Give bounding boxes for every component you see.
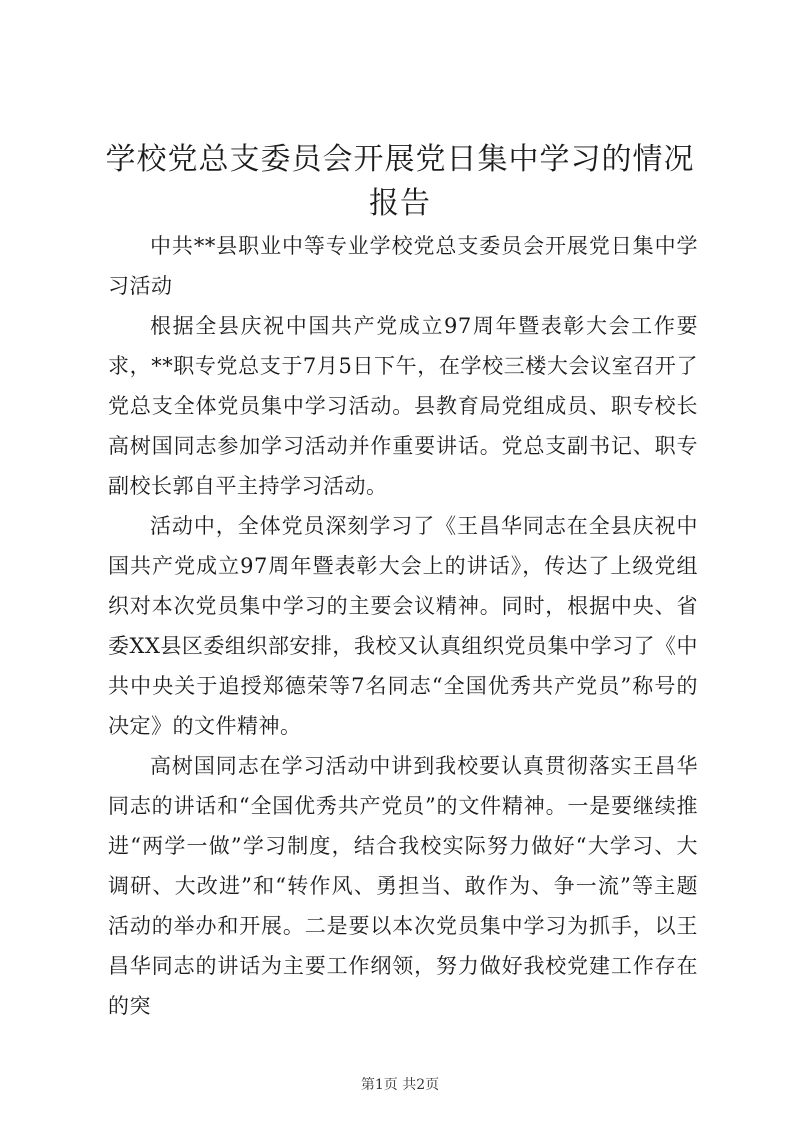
paragraph: 根据全县庆祝中国共产党成立97周年暨表彰大会工作要求，**职专党总支于7月5日下午，在学校三楼大会议室召开了党总支全体党员集中学习活动。县教育局党组成员、职专校长高树国同志参加学习活动并作重要讲话。党总支副书记、职专副校长郭自平主持学习活动。 [108, 314, 698, 498]
paragraph-subtitle: 中共**县职业中等专业学校党总支委员会开展党日集中学习活动 [108, 234, 698, 298]
page-footer: 第1页 共2页 [360, 1077, 440, 1093]
paragraph: 活动中，全体党员深刻学习了《王昌华同志在全县庆祝中国共产党成立97周年暨表彰大会上的讲话》，传达了上级党组织对本次党员集中学习的主要会议精神。同时，根据中央、省委XX县区委组织部安排，我校又认真组织党员集中学习了《中共中央关于追授郑德荣等7名同志“全国优秀共产党员”称号的决定》的文件精神。 [108, 514, 698, 738]
document-title: 学校党总支委员会开展党日集中学习的情况报告 [105, 142, 695, 221]
paragraph: 高树国同志在学习活动中讲到我校要认真贯彻落实王昌华同志的讲话和“全国优秀共产党员”的文件精神。一是要继续推进“两学一做”学习制度，结合我校实际努力做好“大学习、大调研、大改进”和“转作风、勇担当、敢作为、争一流”等主题活动的举办和开展。二是要以本次党员集中学习为抓手，以王昌华同志的讲话为主要工作纲领，努力做好我校党建工作存在的突 [108, 754, 698, 1018]
document-body [108, 226, 698, 1026]
